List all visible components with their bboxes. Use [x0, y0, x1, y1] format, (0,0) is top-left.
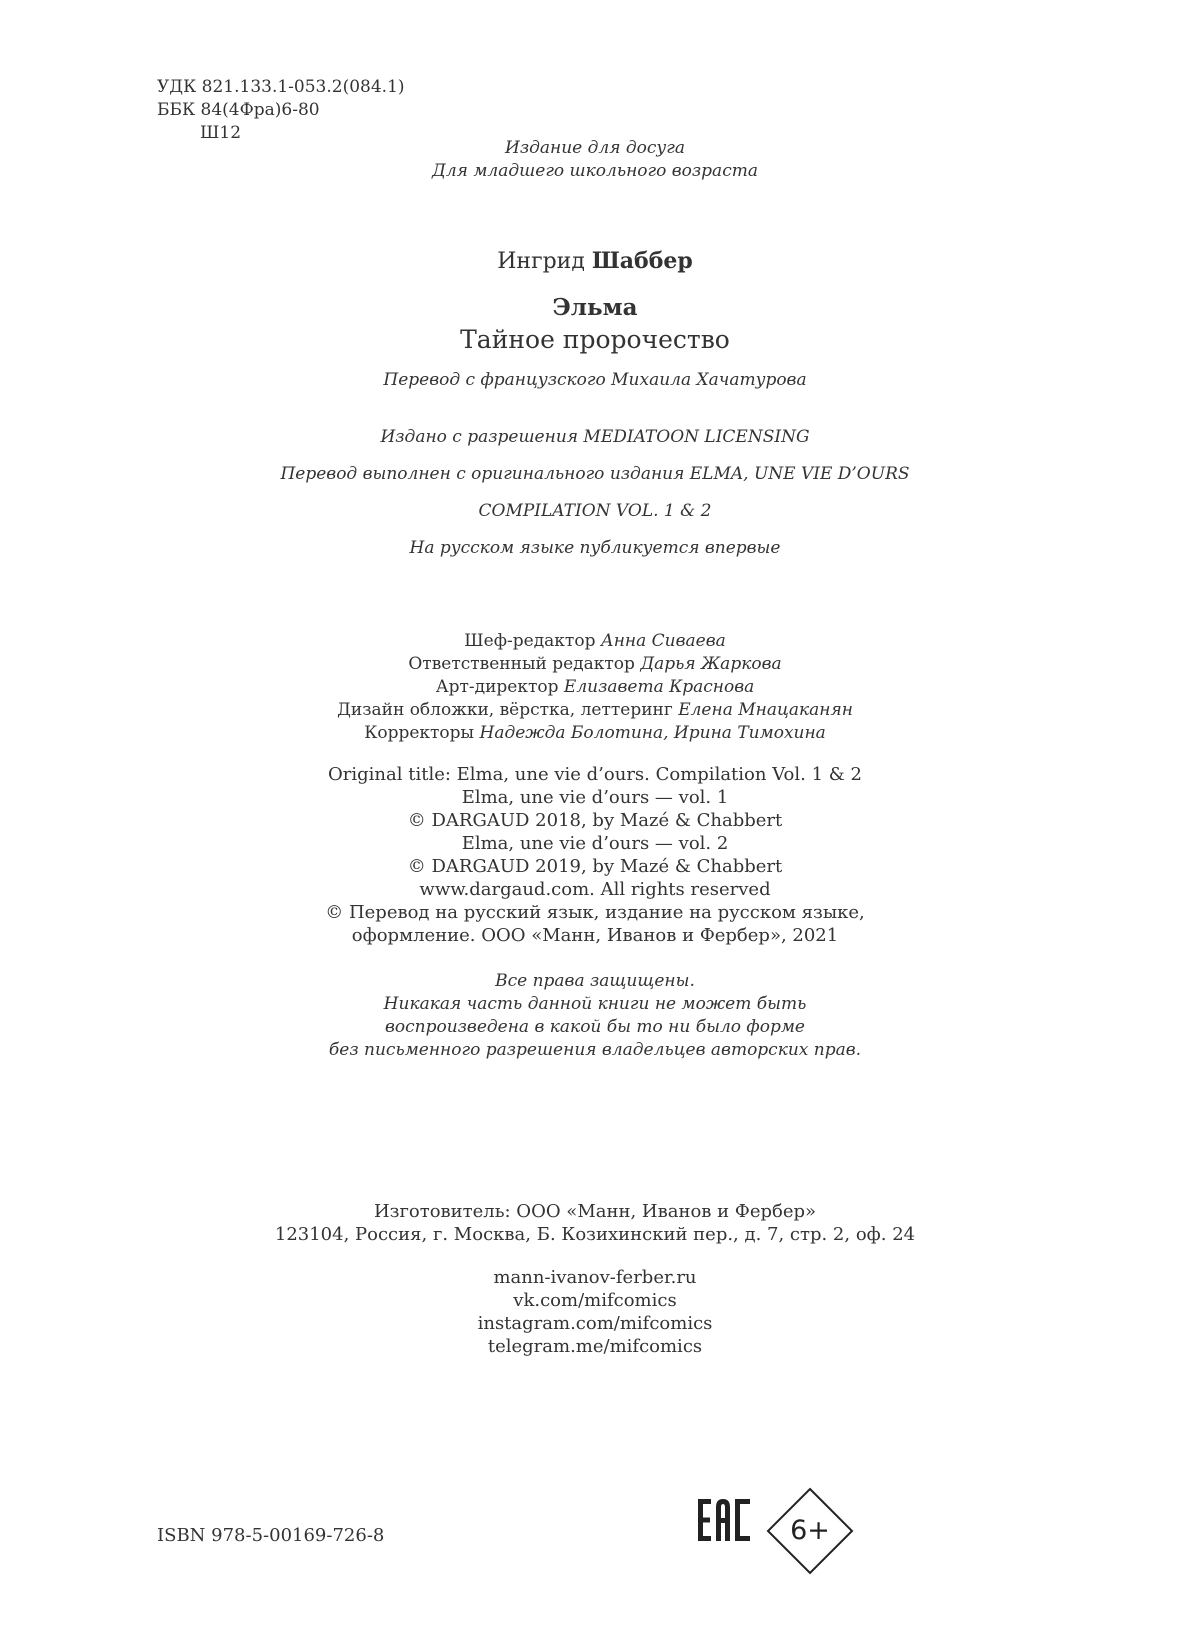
- copyright-line: Elma, une vie d’ours — vol. 1: [461, 787, 729, 808]
- credit-role: Арт-директор: [435, 677, 559, 697]
- credit-role: Корректоры: [364, 723, 475, 743]
- rights-line: Все права защищены.: [495, 971, 695, 991]
- links-block: [0, 1266, 1190, 1358]
- copyright-line: Elma, une vie d’ours — vol. 2: [461, 833, 729, 854]
- manufacturer-line: Изготовитель: ООО «Манн, Иванов и Фербер»: [373, 1201, 817, 1222]
- telegram-link: telegram.me/mifcomics: [487, 1336, 703, 1357]
- author: [0, 248, 1190, 274]
- translation-credit: Перевод с французского Михаила Хачатурова: [383, 370, 807, 390]
- rights-line: воспроизведена в какой бы то ни было форме: [385, 1017, 805, 1037]
- edition-type: [0, 137, 1190, 183]
- license-block: [0, 419, 1190, 567]
- credit-name: Надежда Болотина, Ирина Тимохина: [479, 723, 826, 743]
- copyright-line: © DARGAUD 2018, by Mazé & Chabbert: [407, 810, 783, 831]
- website-link: mann-ivanov-ferber.ru: [493, 1267, 697, 1288]
- copyright-line: © Перевод на русский язык, издание на русском языке,: [325, 902, 865, 923]
- instagram-link: instagram.com/mifcomics: [477, 1313, 713, 1334]
- bbk-code: ББК 84(4Фра)6-80: [157, 100, 320, 120]
- rights-block: [0, 970, 1190, 1062]
- credit-name: Елена Мнацаканян: [678, 700, 853, 720]
- edition-type-line: Издание для досуга: [505, 138, 685, 158]
- manufacturer-block: [0, 1200, 1190, 1246]
- license-line: Перевод выполнен с оригинального издания ELMA, UNE VIE D’OURS: [280, 464, 910, 484]
- credit-role: Дизайн обложки, вёрстка, леттеринг: [337, 700, 673, 720]
- credit-line: [0, 653, 1190, 676]
- credit-line: [0, 722, 1190, 745]
- age-rating-badge: [765, 1486, 855, 1576]
- rights-line: Никакая часть данной книги не может быть: [383, 994, 807, 1014]
- author-first-name: Ингрид: [497, 249, 585, 274]
- copyright-line: www.dargaud.com. All rights reserved: [419, 879, 771, 900]
- classification-block: [157, 76, 405, 145]
- copyright-block: [0, 763, 1190, 947]
- eac-mark-icon: [698, 1499, 750, 1541]
- credit-line: [0, 699, 1190, 722]
- isbn: ISBN 978-5-00169-726-8: [157, 1525, 385, 1546]
- udk-code: УДК 821.133.1-053.2(084.1): [157, 77, 405, 97]
- credit-line: [0, 676, 1190, 699]
- author-last-name: Шаббер: [591, 248, 693, 274]
- edition-type-line: Для младшего школьного возраста: [432, 161, 758, 181]
- license-line: Издано с разрешения MEDIATOON LICENSING: [380, 427, 810, 447]
- author-code: Ш12: [200, 123, 242, 143]
- credits-block: [0, 630, 1190, 745]
- vk-link: vk.com/mifcomics: [513, 1290, 677, 1311]
- credit-line: [0, 630, 1190, 653]
- book-subtitle: Тайное пророчество: [460, 325, 730, 354]
- credit-name: Дарья Жаркова: [640, 654, 782, 674]
- copyright-line: Original title: Elma, une vie d’ours. Compilation Vol. 1 & 2: [328, 764, 862, 785]
- credit-role: Ответственный редактор: [408, 654, 635, 674]
- credit-name: Анна Сиваева: [600, 631, 726, 651]
- book-title: Эльма: [552, 294, 638, 321]
- license-line: COMPILATION VOL. 1 & 2: [478, 501, 712, 521]
- manufacturer-address: 123104, Россия, г. Москва, Б. Козихинский пер., д. 7, стр. 2, оф. 24: [274, 1224, 916, 1245]
- copyright-line: © DARGAUD 2019, by Mazé & Chabbert: [407, 856, 783, 877]
- copyright-line: оформление. ООО «Манн, Иванов и Фербер», 2021: [351, 925, 839, 946]
- age-rating: 6+: [790, 1515, 830, 1546]
- credit-role: Шеф-редактор: [464, 631, 596, 651]
- credit-name: Елизавета Краснова: [563, 677, 755, 697]
- rights-line: без письменного разрешения владельцев авторских прав.: [328, 1040, 862, 1060]
- license-line: На русском языке публикуется впервые: [409, 538, 781, 558]
